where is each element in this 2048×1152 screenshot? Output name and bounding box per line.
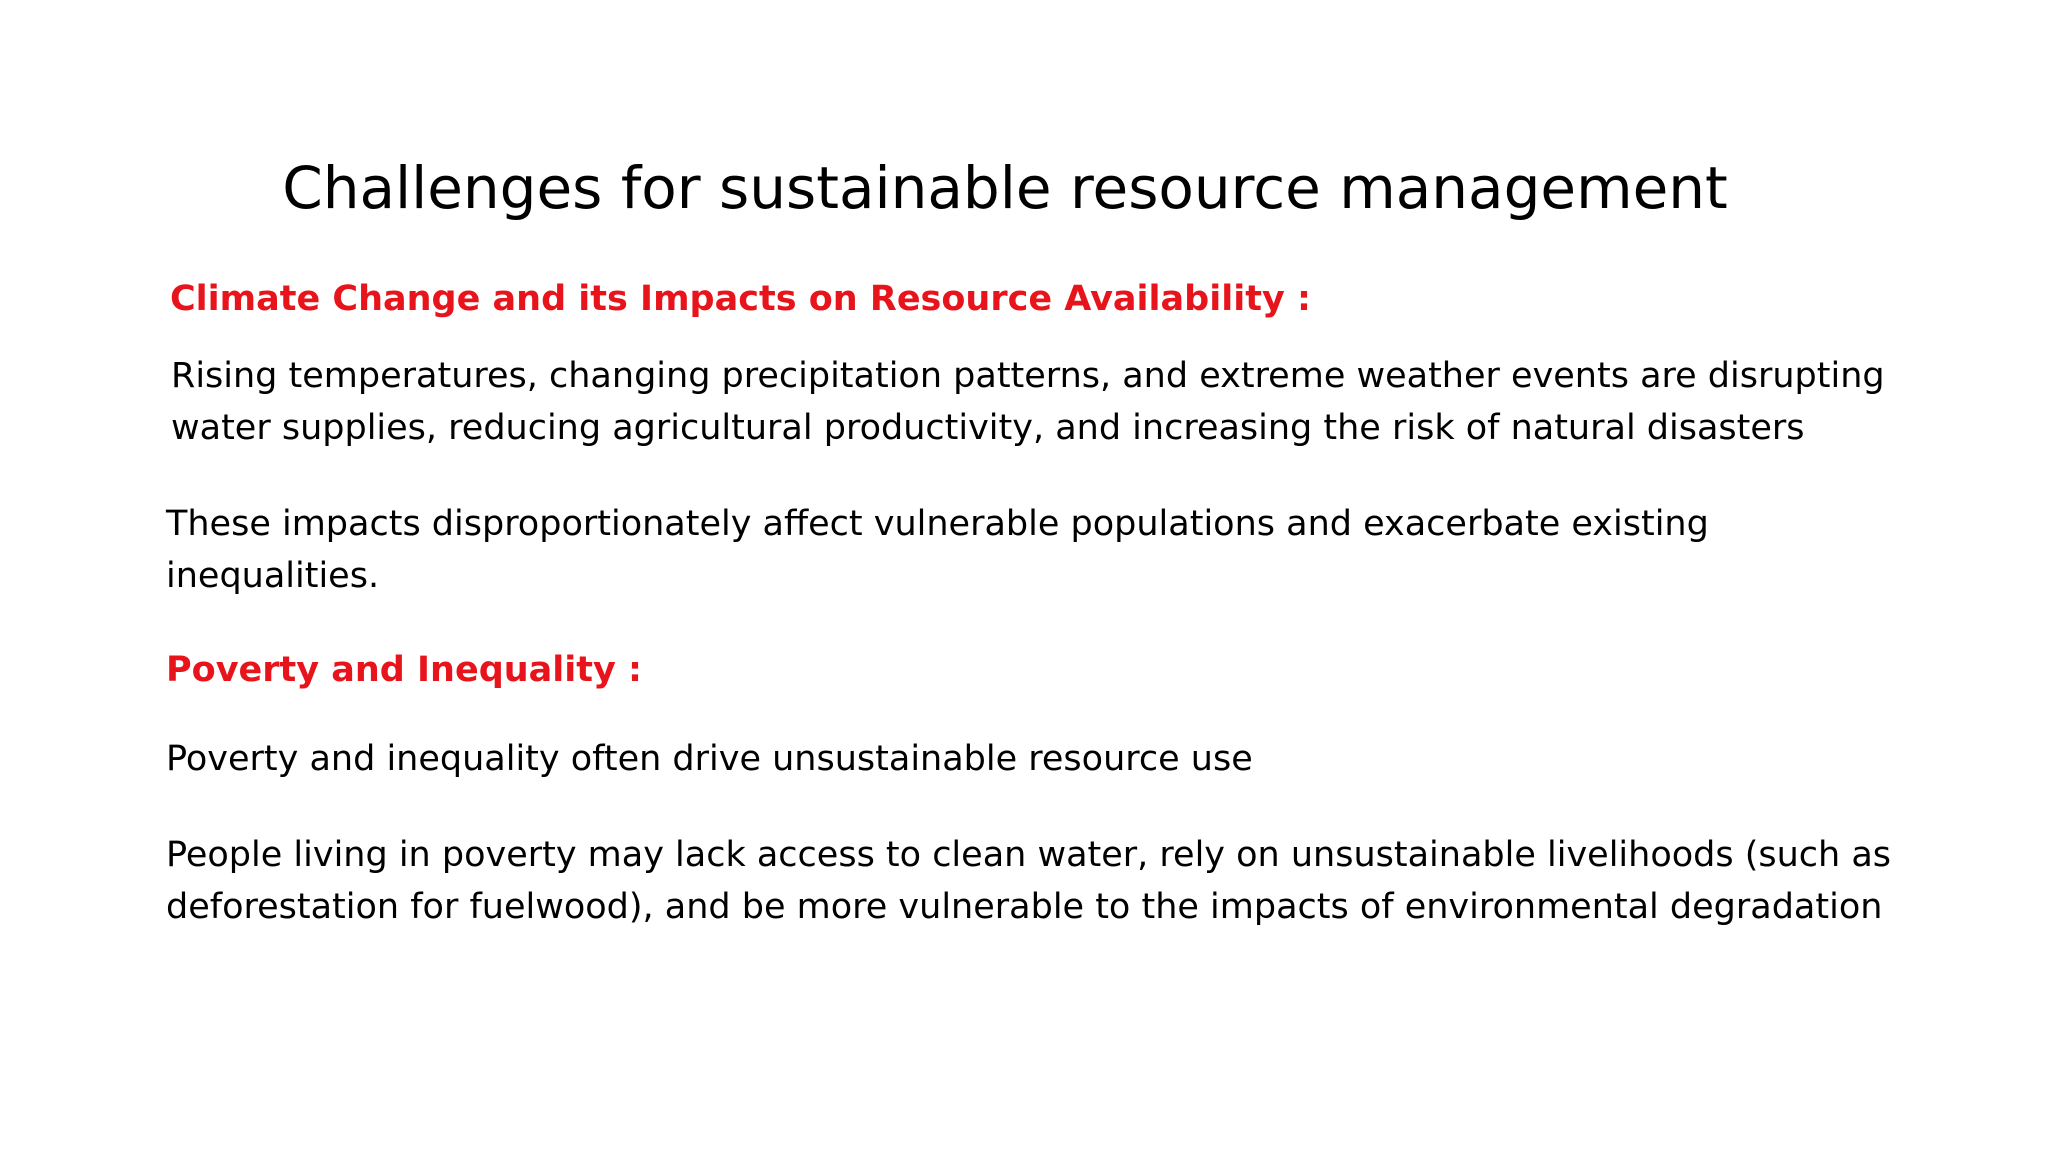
text-line: Poverty and inequality often drive unsustainable resource use: [166, 739, 1253, 779]
text-line: People living in poverty may lack access to clean water, rely on unsustainable livelihoods (such as: [166, 835, 1892, 875]
climate-paragraph-2: [166, 498, 1709, 602]
text-line: deforestation for fuelwood), and be more vulnerable to the impacts of environmental degradation: [166, 887, 1883, 927]
text-line: Rising temperatures, changing precipitation patterns, and extreme weather events are disrupting: [171, 356, 1885, 396]
section-heading-poverty: Poverty and Inequality :: [166, 650, 643, 690]
poverty-paragraph-2: [166, 829, 1891, 933]
text-line: inequalities.: [166, 556, 380, 596]
text-line: These impacts disproportionately affect vulnerable populations and exacerbate existing: [166, 504, 1709, 544]
poverty-paragraph-1: [166, 733, 1253, 785]
slide-title: Challenges for sustainable resource management: [282, 154, 1728, 222]
section-heading-climate-change: Climate Change and its Impacts on Resource Availability :: [170, 279, 1311, 319]
climate-paragraph-1: [171, 350, 1885, 454]
text-line: water supplies, reducing agricultural productivity, and increasing the risk of natural disasters: [171, 408, 1805, 448]
